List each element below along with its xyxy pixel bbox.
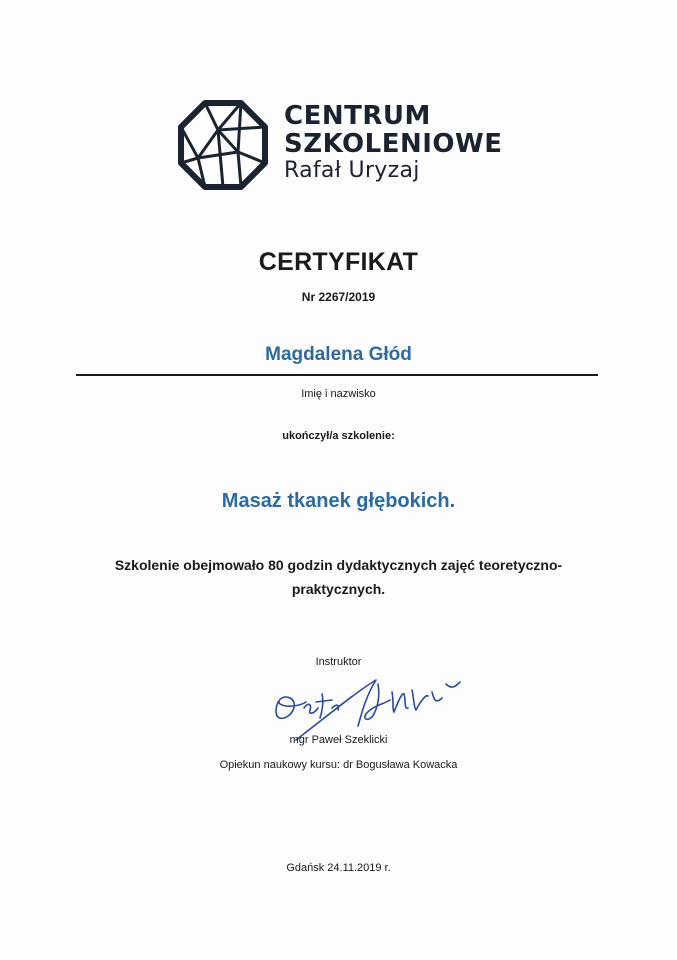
completed-text: ukończył/a szkolenie: (282, 430, 395, 442)
logo-wordmark (284, 102, 502, 184)
instructor-signature (266, 672, 492, 742)
certificate-title: CERTYFIKAT (258, 248, 419, 276)
name-underline (76, 374, 598, 376)
geometric-octagon-logo-icon (178, 100, 268, 190)
name-caption: Imię i nazwisko (301, 388, 376, 400)
logo-line-3: Rafał Uryzaj (284, 158, 420, 183)
scientific-supervisor: Opiekun naukowy kursu: dr Bogusława Kowacka (219, 759, 458, 771)
place-and-date: Gdańsk 24.11.2019 r. (286, 862, 391, 874)
logo-line-1: CENTRUM (284, 101, 431, 131)
training-center-logo (178, 100, 503, 190)
course-title: Masaż tkanek głębokich. (221, 490, 456, 512)
instructor-name: mgr Paweł Szeklicki (289, 734, 388, 746)
certificate-number: Nr 2267/2019 (301, 290, 376, 304)
logo-line-2: SZKOLENIOWE (284, 129, 503, 159)
course-description: Szkolenie obejmowało 80 godzin dydaktycznych zajęć teoretyczno-praktycznych. (114, 557, 563, 597)
instructor-label: Instruktor (315, 656, 362, 668)
recipient-name: Magdalena Głód (265, 344, 412, 365)
